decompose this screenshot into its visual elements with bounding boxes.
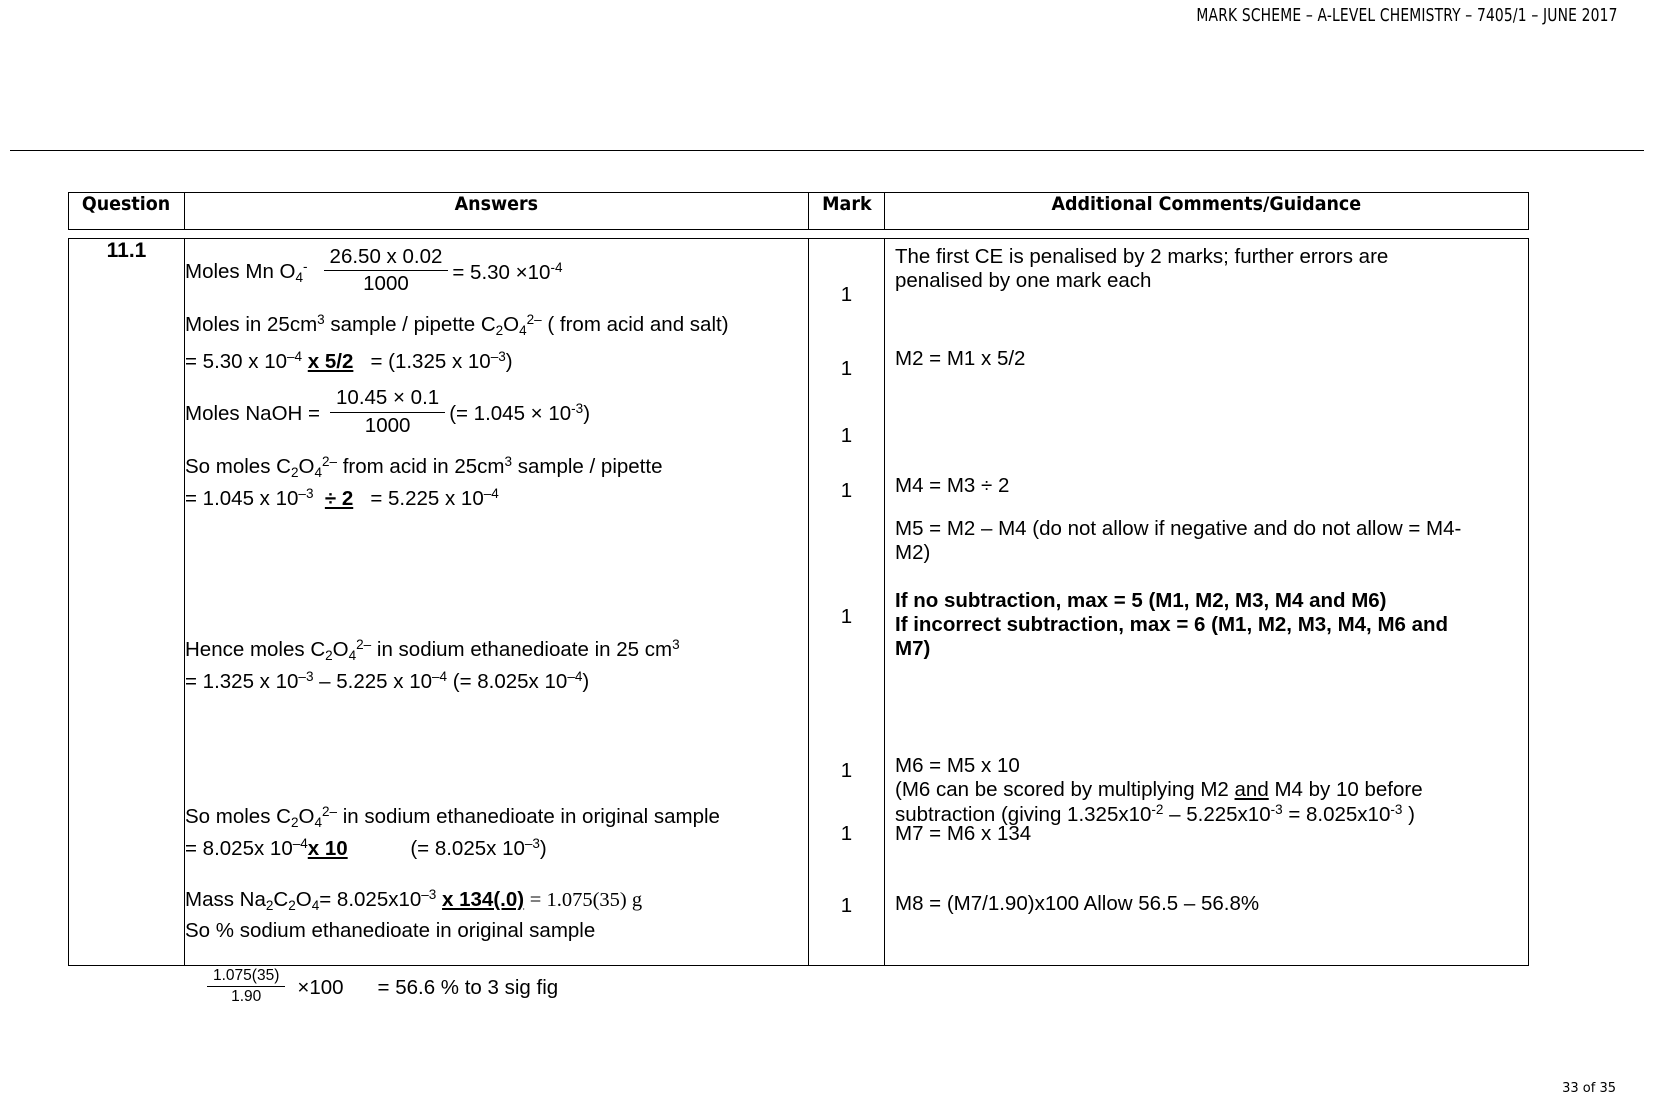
answers-cell <box>185 239 809 1005</box>
column-header-mark <box>809 193 885 230</box>
bold-x10: x 10 <box>307 837 348 861</box>
guidance-m4: M4 = M3 ÷ 2 <box>895 474 1010 497</box>
answer-line-original-sample: So moles $C_2O_4^{2-}$ in sodium ethanedioate in original sample <box>185 803 720 830</box>
guidance-m6-calc: subtraction (giving $1.325x10^{-2} - 5.225x10^{-3} = 8.025x10^{-3}$ ) <box>895 802 1415 827</box>
guidance-ce-penalty: The first CE is penalised by 2 marks; further errors are penalised by one mark each <box>895 245 1389 293</box>
mark-scheme-table-wrapper <box>68 192 1528 1005</box>
mark-value: 1 <box>840 424 853 447</box>
column-header-guidance-label: Additional Comments/Guidance <box>1051 193 1362 215</box>
mark-value: 1 <box>840 894 853 917</box>
fraction-denominator: 1.90 <box>207 986 285 1006</box>
guidance-max-marks: If no subtraction, max = 5 (M1, M2, M3, M4 and M6) If incorrect subtraction, max = 6 (M1, M2, M3, M4, M6 and M7) <box>895 589 1449 661</box>
answer-line-moles-25cm3: Moles in $25cm^3$ sample / pipette $C_2O_4^{2-}$ ( from acid and salt) <box>185 312 729 339</box>
running-header: MARK SCHEME – A-LEVEL CHEMISTRY – 7405/1 – JUNE 2017 <box>1196 6 1618 26</box>
answer-line-m6-calc: = 8.025x $10^{-4}x$ 10 (= 8.025x $10^{-3}$) <box>185 836 547 861</box>
mark-value: 1 <box>840 283 853 306</box>
guidance-content <box>885 239 1528 965</box>
column-header-question-label: Question <box>82 193 171 215</box>
answer-moles-naoh-result: (= $1.045 \times 10^{-3}$) <box>449 401 591 426</box>
answer-line-hence-moles: Hence moles $C_2O_4^{2-}$ in sodium ethanedioate in 25 $cm^3$ <box>185 636 680 663</box>
final-multiplier: ×100 <box>297 976 344 1000</box>
table-row <box>69 239 1529 966</box>
answer-line-percent-label: So % sodium ethanedioate in original sample <box>185 918 596 942</box>
guidance-m7: M7 = M6 x 134 <box>895 822 1032 845</box>
question-number-cell <box>69 239 185 966</box>
header-divider <box>10 150 1644 151</box>
answer-line-moles-mno4 <box>185 247 808 298</box>
fraction-denominator: 1000 <box>330 412 445 438</box>
guidance-m8: M8 = (M7/1.90)x100 Allow 56.5 – 56.8% <box>895 892 1260 915</box>
table-header-row <box>69 193 1529 230</box>
guidance-m6-note: (M6 can be scored by multiplying M2 and M4 by 10 before <box>895 778 1423 802</box>
table-spacer-row <box>69 230 1529 239</box>
answer-moles-mno4-prefix: Moles Mn $O_4^-$ <box>185 259 308 286</box>
column-header-question <box>69 193 185 230</box>
answer-line-mass-na2c2o4: Mass $Na_2C_2O_4= 8.025x10^{-3}$ x 134(.0) = 1.075(35) g <box>185 886 643 913</box>
guidance-cell <box>885 239 1529 966</box>
mark-value: 1 <box>840 822 853 845</box>
fraction-mno4 <box>324 245 449 296</box>
column-header-guidance <box>885 193 1529 230</box>
answers-content <box>185 239 808 1005</box>
guidance-m2: M2 = M1 x 5/2 <box>895 347 1026 370</box>
fraction-numerator: 10.45 × 0.1 <box>336 386 440 410</box>
bold-x5over2: x 5/2 <box>307 350 354 374</box>
column-header-mark-label: Mark <box>821 193 872 215</box>
mark-value: 1 <box>840 605 853 628</box>
bold-divide2: ÷ 2 <box>324 487 354 511</box>
final-result: = 56.6 % to 3 sig fig <box>377 976 559 1000</box>
fraction-denominator: 1000 <box>324 270 449 296</box>
fraction-numerator: 1.075(35) <box>213 966 280 984</box>
answer-moles-mno4-result: = $5.30 \times 10^{-4}$ <box>452 260 563 285</box>
guidance-m5: M5 = M2 – M4 (do not allow if negative and do not allow = M4- M2) <box>895 517 1462 565</box>
column-header-answers-label: Answers <box>454 193 539 215</box>
question-number: 11.1 <box>106 239 147 262</box>
answer-line-subtraction: = 1.325 x $10^{-3} - 5.225$ x $10^{-4}$ (= 8.025x $10^{-4}$) <box>185 669 590 694</box>
guidance-m6: M6 = M5 x 10 (M6 can be scored by multiplying M2 and M4 by 10 before subtraction (giving $1.325x10^{-2} - 5.225x10^{-3} = 8.025x10^{-3}$ ) <box>895 754 1522 828</box>
mark-value: 1 <box>840 759 853 782</box>
column-header-answers <box>185 193 809 230</box>
fraction-final <box>207 967 285 1007</box>
marks-content <box>809 239 884 965</box>
marks-cell <box>809 239 885 966</box>
fraction-naoh <box>330 386 445 437</box>
answer-moles-naoh-prefix: Moles NaOH = <box>185 401 321 425</box>
answer-line-c2o4-from-acid: So moles $C_2O_4^{2-}$ from acid in $25cm^3$ sample / pipette <box>185 453 663 480</box>
answer-line-moles-naoh <box>185 388 808 439</box>
answer-line-final-percentage <box>185 966 808 1009</box>
mark-scheme-table <box>68 192 1529 1005</box>
bold-x134: x 134(.0) <box>442 887 525 911</box>
answer-line-m2-calc: = 5.30 x $10^{-4}$ x 5/2 = (1.325 x $10^{-3}$) <box>185 349 513 374</box>
fraction-numerator: 26.50 x 0.02 <box>329 245 443 268</box>
mark-value: 1 <box>840 479 853 502</box>
answer-line-m4-calc: = 1.045 x $10^{-3} \div 2$ = 5.225 x $10^{-4}$ <box>185 486 499 511</box>
mark-value: 1 <box>840 357 853 380</box>
page-number: 33 of 35 <box>1562 1081 1616 1096</box>
